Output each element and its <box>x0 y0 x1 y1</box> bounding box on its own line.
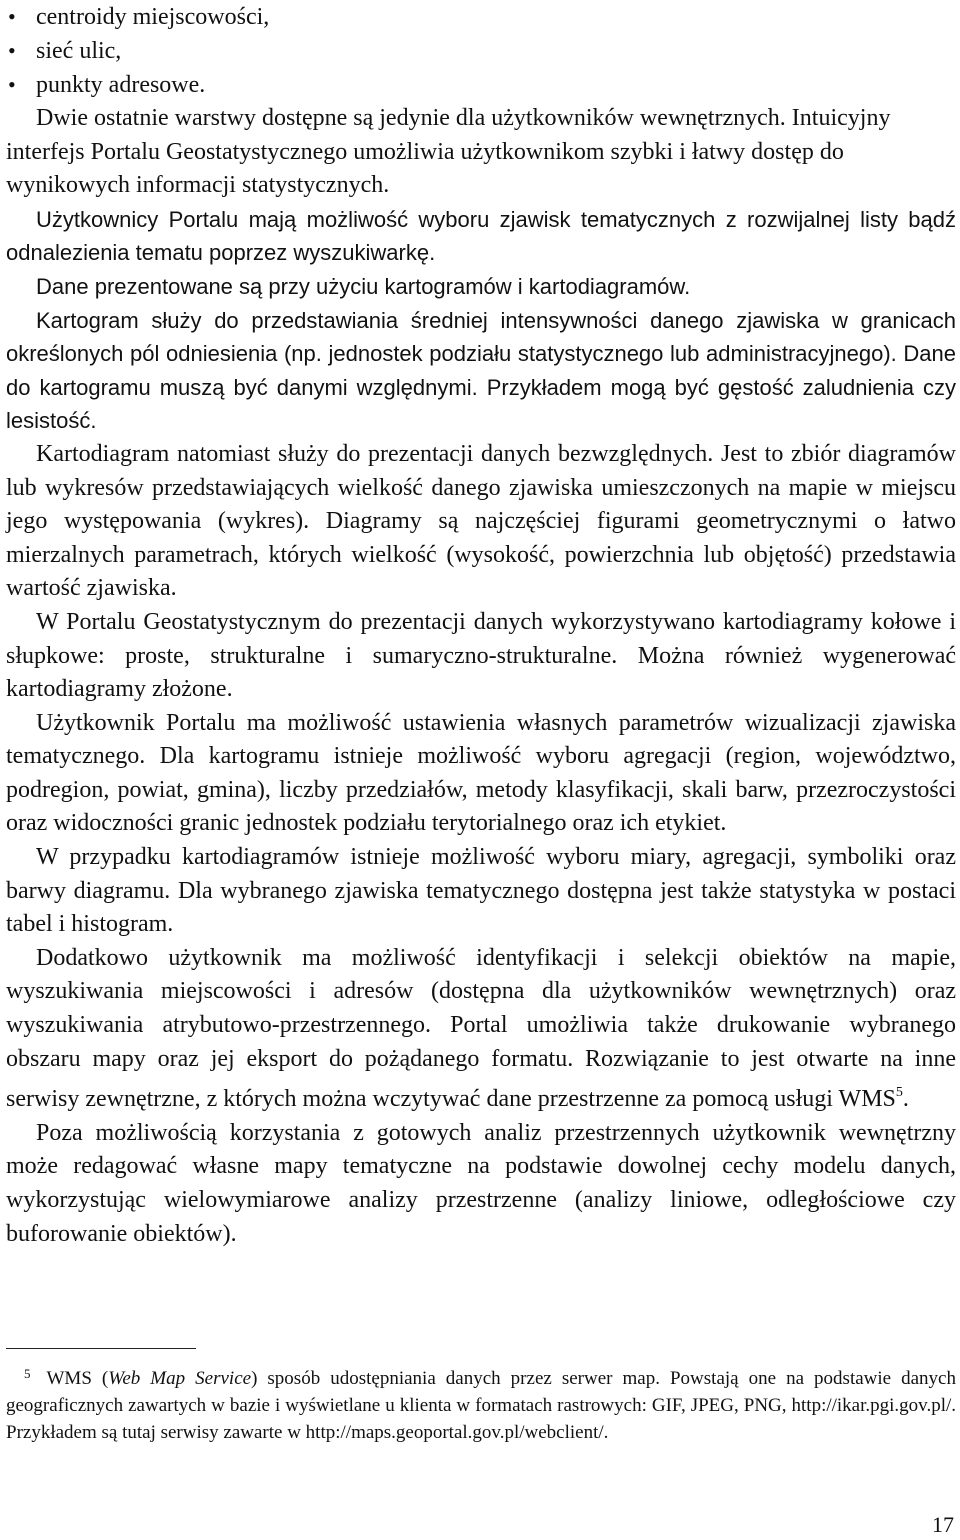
paragraph: Dwie ostatnie warstwy dostępne są jedynie dla użytkowników wewnętrznych. Intuicyjny interfejs Portalu Geostatystycznego umożliwia użytkownikom szybki i łatwy dostęp do wynikowych informacji statystycznych. <box>6 105 891 199</box>
bullet-item: • centroidy miejscowości, <box>6 0 956 34</box>
paragraph: Kartodiagram natomiast służy do prezentacji danych bezwzględnych. Jest to zbiór diagramów lub wykresów przedstawiających wielkość danego zjawiska umieszczonych na mapie w miejscu jego występowania (wykres). Diagramy są najczęściej figurami geometrycznymi o łatwo mierzalnych parametrach, których wielkość (wysokość, powierzchnia lub objętość) przedstawia wartość zjawiska. <box>6 440 956 602</box>
footnote-divider <box>6 1348 196 1349</box>
bullet-item: • sieć ulic, <box>6 34 956 68</box>
paragraph: W Portalu Geostatystycznym do prezentacji danych wykorzystywano kartodiagramy kołowe i słupkowe: proste, strukturalne i sumaryczno-strukturalne. Można również wygenerować kartodiagramy złożone. <box>6 608 956 703</box>
paragraph: W przypadku kartodiagramów istnieje możliwość wyboru miary, agregacji, symboliki oraz barwy diagramu. Dla wybranego zjawiska tematycznego dostępna jest także statystyka w postaci tabel i histogram. <box>6 844 956 938</box>
page-number: 17 <box>932 1512 954 1537</box>
paragraph: Dane prezentowane są przy użyciu kartogramów i kartodiagramów. <box>36 273 691 299</box>
bullet-item: • punkty adresowe. <box>6 68 956 102</box>
footnote-number: 5 <box>24 1366 31 1381</box>
paragraph: Użytkownik Portalu ma możliwość ustawienia własnych parametrów wizualizacji zjawiska tematycznego. Dla kartogramu istnieje możliwość wyboru agregacji (region, województwo, podregion, powiat, gmina), liczby przedziałów, metody klasyfikacji, skali barw, przezroczystości oraz widoczności granic jednostek podziału terytorialnego oraz ich etykiet. <box>6 709 956 837</box>
footnote-italic: Web Map Service <box>108 1368 252 1389</box>
document-body <box>6 0 956 1251</box>
footnote-text: ) sposób udostępniania danych przez serwer map. Powstają one na podstawie danych geograficznych zawartych w bazie i wyświetlane u klienta w formatach rastrowych: GIF, JPEG, PNG, http://ikar.pgi.gov.pl/. Przykładem są tutaj serwisy zawarte w http://maps.geoportal.gov.pl/webclient/. <box>6 1368 956 1443</box>
footnote-reference[interactable]: 5 <box>895 1085 903 1101</box>
footnote-lead: WMS ( <box>46 1368 109 1389</box>
paragraph: Użytkownicy Portalu mają możliwość wyboru zjawisk tematycznych z rozwijalnej listy bądź odnalezienia tematu poprzez wyszukiwarkę. <box>6 206 956 266</box>
paragraph-tail: . <box>902 1086 909 1113</box>
paragraph: Poza możliwością korzystania z gotowych analiz przestrzennych użytkownik wewnętrzny może redagować własne mapy tematyczne na podstawie dowolnej cechy modelu danych, wykorzystując wielowymiarowe analizy przestrzenne (analizy liniowe, odległościowe czy buforowanie obiektów). <box>6 1119 956 1247</box>
paragraph <box>6 942 956 1117</box>
footnote <box>6 1360 956 1446</box>
paragraph-text: Dodatkowo użytkownik ma możliwość identyfikacji i selekcji obiektów na mapie, wyszukiwania miejscowości i adresów (dostępna dla użytkowników wewnętrznych) oraz wyszukiwania atrybutowo-przestrzennego. Portal umożliwia także drukowanie wybranego obszaru mapy oraz jej eksport do pożądanego formatu. Rozwiązanie to jest otwarte na inne serwisy zewnętrzne, z których można wczytywać dane przestrzenne za pomocą usługi WMS <box>6 944 956 1113</box>
paragraph: Kartogram służy do przedstawiania średniej intensywności danego zjawiska w granicach określonych pól odniesienia (np. jednostek podziału statystycznego lub administracyjnego). Dane do kartogramu muszą być danymi względnymi. Przykładem mogą być gęstość zaludnienia czy lesistość. <box>6 307 956 434</box>
bullet-list <box>6 0 956 102</box>
